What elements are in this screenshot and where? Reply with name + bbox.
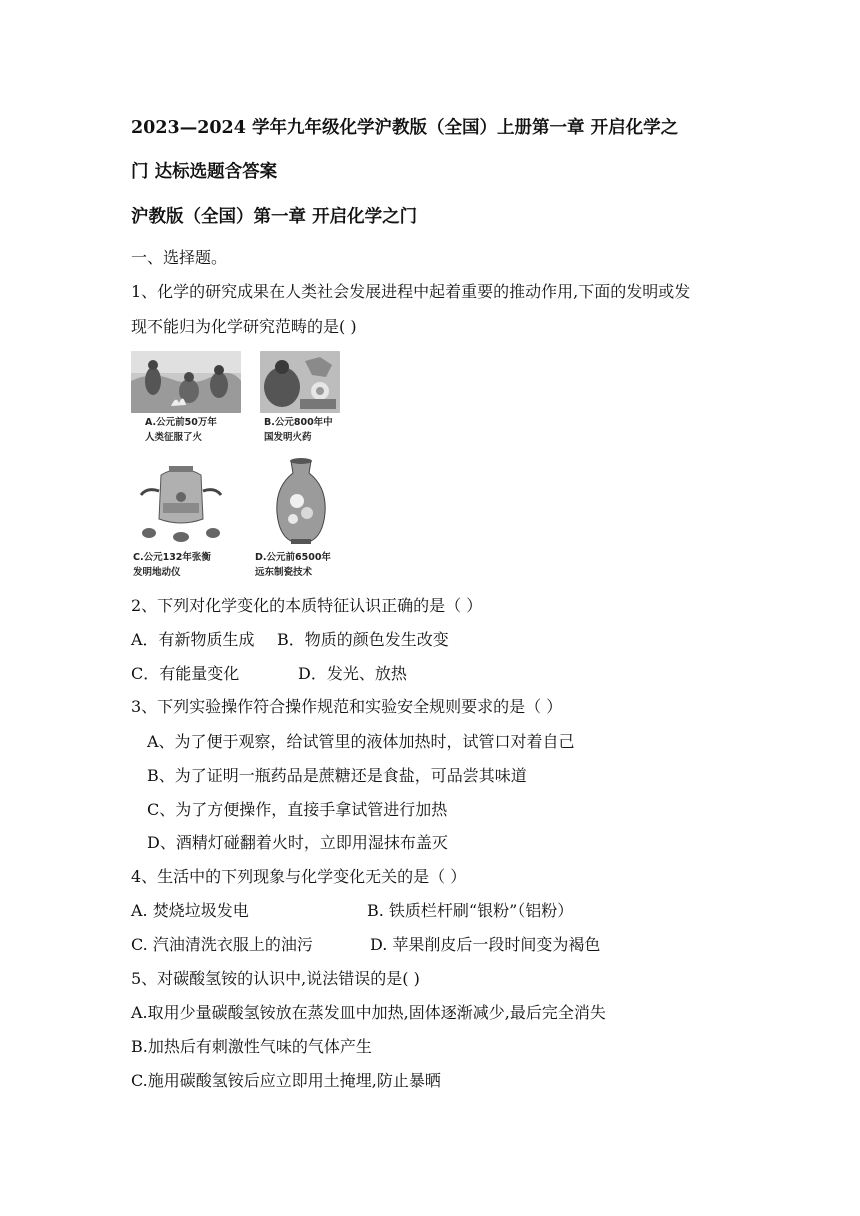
q2-option-d: D．发光、放热 <box>298 664 407 683</box>
q3-option-a: A、为了便于观察，给试管里的液体加热时，试管口对着自己 <box>147 732 575 751</box>
q3-option-b: B、为了证明一瓶药品是蔗糖还是食盐，可品尝其味道 <box>147 766 527 785</box>
figure-d-caption1: D.公元前6500年 <box>255 552 331 563</box>
q5-option-b: B.加热后有刺激性气味的气体产生 <box>131 1037 372 1056</box>
figure-c-image <box>131 463 231 545</box>
q3-option-c: C、为了方便操作，直接手拿试管进行加热 <box>147 800 448 819</box>
figure-d-caption2: 远东制瓷技术 <box>255 567 313 578</box>
figure-c-caption1: C.公元132年张衡 <box>133 552 211 563</box>
chapter-heading: 沪教版（全国）第一章 开启化学之门 <box>131 207 418 227</box>
figure-b-caption1: B.公元800年中 <box>264 417 333 428</box>
q2-text: 2、下列对化学变化的本质特征认识正确的是（ ） <box>131 596 483 615</box>
figure-b-image <box>260 351 340 413</box>
q5-text: 5、对碳酸氢铵的认识中,说法错误的是( ) <box>131 969 420 988</box>
q4-option-c: C. 汽油清洗衣服上的油污 <box>131 935 313 954</box>
q4-option-a: A. 焚烧垃圾发电 <box>131 901 249 920</box>
document-title-line1: 2023—2024 学年九年级化学沪教版（全国）上册第一章 开启化学之 <box>131 118 679 138</box>
q3-text: 3、下列实验操作符合操作规范和实验安全规则要求的是（ ） <box>131 697 563 716</box>
figure-d <box>255 457 355 581</box>
figure-b-caption2: 国发明火药 <box>264 432 312 443</box>
figure-a-caption2: 人类征服了火 <box>145 432 203 443</box>
document-title-line2: 门 达标选题含答案 <box>131 162 278 182</box>
q4-option-b: B. 铁质栏杆刷“银粉”（铝粉） <box>367 901 574 920</box>
figure-a-caption1: A.公元前50万年 <box>145 417 217 428</box>
q5-option-a: A.取用少量碳酸氢铵放在蒸发皿中加热,固体逐渐减少,最后完全消失 <box>131 1003 606 1022</box>
q4-option-d: D. 苹果削皮后一段时间变为褐色 <box>370 935 601 954</box>
figure-a <box>131 351 241 447</box>
figure-a-image <box>131 351 241 413</box>
figure-d-image <box>261 457 341 547</box>
q2-option-c: C．有能量变化 <box>131 664 240 683</box>
q4-text: 4、生活中的下列现象与化学变化无关的是（ ） <box>131 867 467 886</box>
q1-text-line2: 现不能归为化学研究范畴的是( ) <box>131 317 357 336</box>
figure-b <box>260 351 350 447</box>
q3-option-d: D、酒精灯碰翻着火时，立即用湿抹布盖灭 <box>147 833 448 852</box>
figure-c-caption2: 发明地动仪 <box>133 567 181 578</box>
figure-c <box>131 463 241 581</box>
q5-option-c: C.施用碳酸氢铵后应立即用土掩埋,防止暴晒 <box>131 1071 441 1090</box>
q2-option-b: B．物质的颜色发生改变 <box>277 630 449 649</box>
q2-option-a: A．有新物质生成 <box>131 630 255 649</box>
q1-text-line1: 1、化学的研究成果在人类社会发展进程中起着重要的推动作用,下面的发明或发 <box>131 282 691 301</box>
section-heading: 一、选择题。 <box>131 248 228 267</box>
